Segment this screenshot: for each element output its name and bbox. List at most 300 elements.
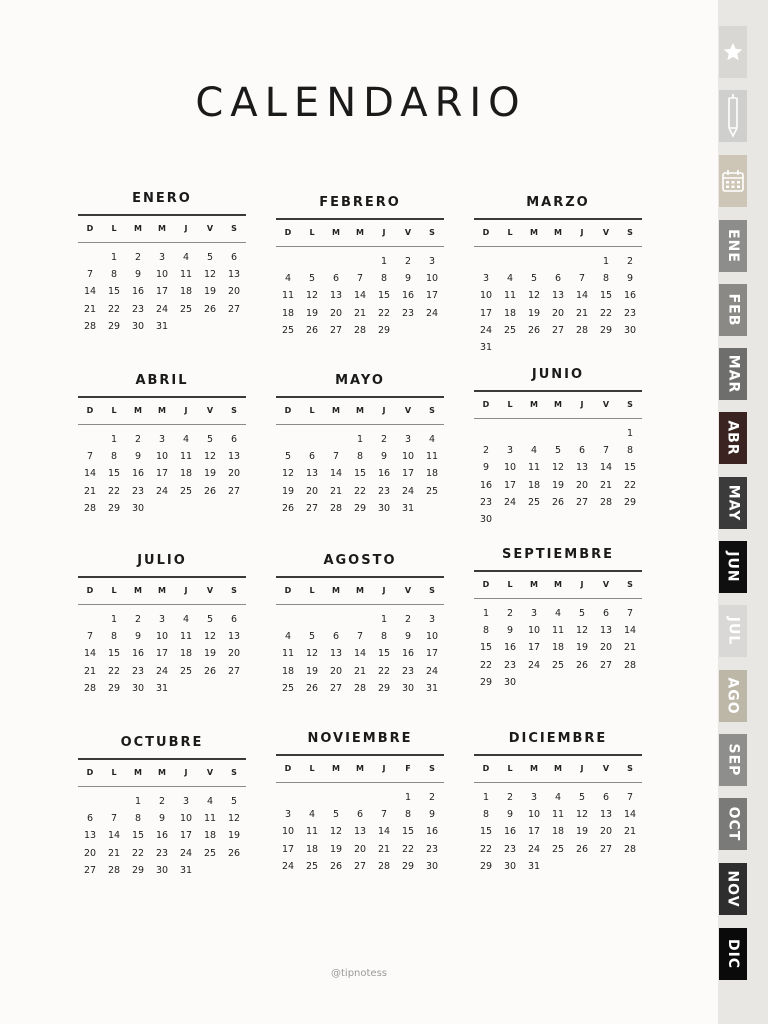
day-number: 3 [428, 256, 436, 267]
weekday-label: J [184, 586, 188, 595]
day-number: 14 [353, 648, 367, 660]
day-number: 15 [623, 462, 637, 474]
day-number: 22 [353, 485, 367, 497]
day-number: 21 [353, 307, 367, 319]
day-number: 7 [602, 445, 610, 457]
empty-day [276, 253, 300, 270]
day-number: 21 [83, 485, 97, 497]
day-number: 26 [551, 496, 565, 508]
tab-ago[interactable] [719, 670, 747, 722]
empty-day [474, 253, 498, 270]
tab-mar[interactable] [719, 348, 747, 400]
weekday-label: M [332, 586, 340, 595]
day-number: 30 [623, 324, 637, 336]
day-number: 5 [308, 273, 316, 285]
day-number: 28 [623, 843, 637, 855]
day-number: 19 [551, 479, 565, 491]
day-number: 14 [599, 462, 613, 474]
day-number: 20 [305, 485, 319, 497]
day-number: 22 [479, 843, 493, 855]
day-number: 14 [623, 809, 637, 821]
day-grid [474, 605, 642, 691]
weekday-label: L [111, 768, 117, 777]
day-number: 12 [527, 290, 541, 302]
day-number: 30 [401, 682, 415, 694]
tab-oct[interactable] [719, 798, 747, 850]
empty-day [300, 431, 324, 448]
day-number: 15 [599, 290, 613, 302]
weekday-label: M [332, 406, 340, 415]
tab-may[interactable] [719, 477, 747, 529]
month-marzo [474, 190, 642, 372]
day-number: 10 [425, 273, 439, 285]
empty-day [522, 425, 546, 442]
empty-day [570, 253, 594, 270]
month-abril [78, 372, 246, 552]
month-title: OCTUBRE [120, 735, 204, 750]
day-number: 11 [179, 451, 193, 463]
day-number: 26 [575, 659, 589, 671]
weekday-label: J [184, 406, 188, 415]
rule-bottom [276, 246, 444, 247]
day-number: 27 [83, 864, 97, 876]
day-number: 23 [479, 496, 493, 508]
tab-dic[interactable] [719, 928, 747, 980]
day-number: 24 [503, 496, 517, 508]
tab-label: OCT [725, 806, 742, 842]
day-number: 29 [131, 864, 145, 876]
tab-pen[interactable] [719, 90, 747, 142]
day-number: 30 [425, 860, 439, 872]
day-number: 16 [131, 648, 145, 660]
weekday-label: V [206, 224, 214, 233]
day-number: 6 [230, 252, 238, 263]
day-number: 18 [527, 479, 541, 491]
weekday-label: L [111, 586, 117, 595]
day-number: 15 [479, 642, 493, 654]
day-number: 27 [575, 496, 589, 508]
day-number: 18 [179, 648, 193, 660]
weekday-header [276, 220, 444, 246]
empty-day [276, 789, 300, 806]
weekday-label: M [356, 406, 364, 415]
day-number: 18 [503, 307, 517, 319]
day-number: 11 [305, 826, 319, 838]
weekday-label: V [206, 768, 214, 777]
day-number: 19 [305, 307, 319, 319]
weekday-header [78, 578, 246, 604]
day-number: 8 [602, 273, 610, 285]
weekday-label: L [111, 406, 117, 415]
day-number: 16 [503, 826, 517, 838]
day-number: 2 [380, 434, 388, 445]
weekday-label: M [530, 228, 538, 237]
day-number: 12 [575, 809, 589, 821]
weekday-label: S [429, 764, 435, 773]
day-number: 25 [503, 324, 517, 336]
day-number: 19 [227, 830, 241, 842]
month-title: JULIO [137, 553, 187, 568]
day-number: 1 [380, 256, 388, 267]
weekday-label: D [86, 224, 94, 233]
day-number: 9 [404, 631, 412, 643]
weekday-label: L [507, 580, 513, 589]
day-number: 5 [332, 809, 340, 821]
empty-day [594, 425, 618, 442]
calendar-icon [721, 169, 745, 193]
month-title: MARZO [526, 195, 590, 210]
day-number: 7 [380, 809, 388, 821]
tab-label: FEB [725, 293, 741, 327]
weekday-label: M [332, 228, 340, 237]
day-number: 29 [401, 860, 415, 872]
weekday-label: V [206, 406, 214, 415]
day-grid [276, 611, 444, 697]
day-number: 14 [623, 625, 637, 637]
day-number: 5 [284, 451, 292, 463]
tab-abr[interactable] [719, 412, 747, 464]
rule-bottom [474, 418, 642, 419]
day-number: 3 [530, 792, 538, 803]
day-number: 31 [425, 682, 439, 694]
day-number: 4 [308, 809, 316, 821]
day-number: 25 [179, 485, 193, 497]
day-number: 5 [230, 796, 238, 807]
day-number: 30 [131, 502, 145, 514]
day-number: 13 [227, 631, 241, 643]
day-grid [276, 789, 444, 875]
day-number: 19 [281, 485, 295, 497]
day-number: 13 [353, 826, 367, 838]
rule-bottom [276, 782, 444, 783]
day-number: 6 [578, 445, 586, 457]
weekday-label: M [356, 228, 364, 237]
weekday-label: D [86, 768, 94, 777]
tab-label: ENE [725, 229, 741, 263]
day-number: 16 [401, 290, 415, 302]
weekday-label: M [356, 586, 364, 595]
day-number: 12 [305, 648, 319, 660]
day-number: 2 [428, 792, 436, 803]
day-number: 12 [203, 451, 217, 463]
weekday-label: J [382, 764, 386, 773]
weekday-label: V [206, 586, 214, 595]
day-number: 11 [203, 813, 217, 825]
month-title: MAYO [335, 373, 385, 388]
weekday-label: M [530, 400, 538, 409]
day-number: 15 [479, 826, 493, 838]
day-number: 12 [281, 468, 295, 480]
weekday-label: S [231, 586, 237, 595]
rule-bottom [276, 424, 444, 425]
day-number: 24 [479, 324, 493, 336]
day-number: 11 [281, 648, 295, 660]
tab-ene[interactable] [719, 220, 747, 272]
tab-label: SEP [725, 743, 742, 777]
day-number: 18 [551, 642, 565, 654]
day-number: 29 [353, 502, 367, 514]
day-number: 29 [377, 682, 391, 694]
day-number: 12 [575, 625, 589, 637]
weekday-header [474, 392, 642, 418]
day-number: 1 [626, 428, 634, 439]
day-number: 18 [551, 826, 565, 838]
day-number: 27 [551, 324, 565, 336]
day-number: 18 [305, 843, 319, 855]
tab-sep[interactable] [719, 734, 747, 786]
day-grid [78, 793, 246, 879]
weekday-label: D [482, 400, 490, 409]
day-number: 15 [353, 468, 367, 480]
month-diciembre [474, 731, 642, 894]
day-number: 28 [575, 324, 589, 336]
day-number: 6 [554, 273, 562, 285]
tab-jun[interactable] [719, 541, 747, 593]
day-number: 17 [155, 468, 169, 480]
day-number: 25 [305, 860, 319, 872]
tab-jul[interactable] [719, 605, 747, 657]
day-number: 28 [353, 324, 367, 336]
weekday-label: M [530, 764, 538, 773]
day-number: 7 [86, 269, 94, 281]
day-number: 1 [110, 614, 118, 625]
day-number: 3 [506, 445, 514, 457]
day-number: 15 [107, 648, 121, 660]
month-title: JUNIO [531, 367, 585, 382]
day-number: 3 [284, 809, 292, 821]
month-title: ABRIL [135, 373, 189, 388]
day-number: 23 [623, 307, 637, 319]
day-number: 16 [377, 468, 391, 480]
weekday-header [474, 572, 642, 598]
weekday-label: L [309, 764, 315, 773]
day-number: 6 [356, 809, 364, 821]
day-number: 30 [479, 513, 493, 525]
day-grid [474, 253, 642, 356]
day-number: 2 [482, 445, 490, 457]
rule-bottom [474, 598, 642, 599]
tab-label: NOV [725, 870, 742, 908]
day-number: 21 [83, 303, 97, 315]
day-number: 1 [380, 614, 388, 625]
day-number: 10 [179, 813, 193, 825]
tab-star[interactable] [719, 26, 747, 78]
day-number: 3 [158, 252, 166, 263]
day-number: 16 [623, 290, 637, 302]
empty-day [78, 611, 102, 628]
rule-bottom [474, 246, 642, 247]
day-number: 10 [479, 290, 493, 302]
day-number: 8 [404, 809, 412, 821]
rule-bottom [78, 786, 246, 787]
day-number: 5 [530, 273, 538, 285]
day-number: 11 [281, 290, 295, 302]
day-number: 18 [179, 468, 193, 480]
day-number: 5 [206, 434, 214, 445]
day-number: 17 [155, 648, 169, 660]
weekday-label: D [284, 406, 292, 415]
weekday-label: V [602, 580, 610, 589]
day-number: 8 [356, 451, 364, 463]
day-number: 17 [425, 290, 439, 302]
weekday-label: V [404, 586, 412, 595]
day-number: 22 [623, 479, 637, 491]
day-number: 13 [599, 625, 613, 637]
day-number: 25 [203, 847, 217, 859]
empty-day [300, 789, 324, 806]
tab-feb[interactable] [719, 284, 747, 336]
day-number: 17 [479, 307, 493, 319]
day-number: 4 [554, 608, 562, 619]
weekday-label: M [158, 586, 166, 595]
weekday-label: D [86, 406, 94, 415]
day-number: 7 [578, 273, 586, 285]
day-number: 27 [227, 665, 241, 677]
day-number: 1 [482, 608, 490, 619]
weekday-label: V [404, 406, 412, 415]
day-number: 25 [281, 682, 295, 694]
weekday-label: L [507, 228, 513, 237]
day-number: 30 [377, 502, 391, 514]
day-number: 6 [332, 631, 340, 643]
day-number: 6 [602, 792, 610, 803]
day-number: 4 [530, 445, 538, 457]
weekday-label: D [284, 586, 292, 595]
day-number: 8 [626, 445, 634, 457]
star-icon [722, 41, 744, 63]
day-number: 10 [503, 462, 517, 474]
day-number: 2 [134, 252, 142, 263]
day-grid [474, 789, 642, 875]
day-number: 1 [602, 256, 610, 267]
day-number: 19 [305, 665, 319, 677]
day-number: 23 [503, 659, 517, 671]
day-number: 20 [599, 642, 613, 654]
day-number: 21 [623, 826, 637, 838]
tab-label: MAR [725, 354, 742, 394]
day-number: 15 [131, 830, 145, 842]
day-number: 12 [203, 631, 217, 643]
tab-calendar[interactable] [719, 155, 747, 207]
day-number: 7 [356, 631, 364, 643]
day-number: 9 [404, 273, 412, 285]
tab-label: ABR [725, 420, 742, 456]
weekday-header [276, 398, 444, 424]
day-number: 24 [425, 665, 439, 677]
day-number: 3 [158, 614, 166, 625]
day-number: 25 [179, 665, 193, 677]
day-number: 24 [155, 665, 169, 677]
day-number: 31 [401, 502, 415, 514]
day-number: 5 [578, 792, 586, 803]
day-number: 11 [179, 631, 193, 643]
weekday-header [276, 578, 444, 604]
day-grid [276, 431, 444, 517]
day-number: 22 [107, 665, 121, 677]
day-number: 6 [602, 608, 610, 619]
day-number: 21 [107, 847, 121, 859]
day-number: 10 [155, 451, 169, 463]
weekday-label: L [309, 586, 315, 595]
day-number: 2 [134, 614, 142, 625]
day-number: 8 [110, 451, 118, 463]
weekday-label: F [405, 764, 411, 773]
empty-day [570, 425, 594, 442]
day-number: 17 [503, 479, 517, 491]
day-number: 27 [227, 303, 241, 315]
day-number: 20 [83, 847, 97, 859]
day-number: 18 [281, 307, 295, 319]
day-number: 23 [425, 843, 439, 855]
tab-nov[interactable] [719, 863, 747, 915]
weekday-label: V [602, 228, 610, 237]
day-number: 2 [626, 256, 634, 267]
day-number: 4 [182, 614, 190, 625]
day-number: 13 [329, 648, 343, 660]
day-number: 9 [428, 809, 436, 821]
day-number: 30 [155, 864, 169, 876]
empty-day [498, 253, 522, 270]
month-tabs-sidebar [718, 0, 768, 1024]
day-number: 29 [623, 496, 637, 508]
day-number: 20 [551, 307, 565, 319]
day-number: 14 [353, 290, 367, 302]
day-number: 5 [206, 252, 214, 263]
day-number: 13 [551, 290, 565, 302]
day-number: 20 [599, 826, 613, 838]
weekday-label: M [134, 586, 142, 595]
day-number: 8 [110, 269, 118, 281]
day-number: 6 [230, 434, 238, 445]
day-number: 29 [107, 320, 121, 332]
empty-day [498, 425, 522, 442]
day-number: 5 [308, 631, 316, 643]
weekday-label: J [184, 224, 188, 233]
day-number: 8 [482, 809, 490, 821]
rule-bottom [474, 782, 642, 783]
day-number: 28 [623, 659, 637, 671]
day-number: 6 [86, 813, 94, 825]
day-number: 22 [107, 303, 121, 315]
day-number: 1 [482, 792, 490, 803]
day-number: 14 [329, 468, 343, 480]
day-number: 8 [482, 625, 490, 637]
day-number: 15 [107, 286, 121, 298]
empty-day [78, 249, 102, 266]
day-number: 23 [155, 847, 169, 859]
day-number: 24 [155, 303, 169, 315]
day-number: 11 [425, 451, 439, 463]
weekday-header [78, 760, 246, 786]
day-number: 14 [83, 286, 97, 298]
day-number: 19 [575, 642, 589, 654]
empty-day [78, 431, 102, 448]
day-number: 13 [599, 809, 613, 821]
day-number: 8 [134, 813, 142, 825]
weekday-label: M [134, 768, 142, 777]
day-number: 3 [428, 614, 436, 625]
day-number: 20 [227, 648, 241, 660]
weekday-label: M [554, 580, 562, 589]
day-number: 24 [527, 843, 541, 855]
day-number: 4 [206, 796, 214, 807]
weekday-label: J [580, 228, 584, 237]
month-title: DICIEMBRE [508, 731, 608, 746]
weekday-label: M [158, 224, 166, 233]
day-number: 28 [83, 682, 97, 694]
day-number: 14 [377, 826, 391, 838]
month-febrero [276, 190, 444, 372]
